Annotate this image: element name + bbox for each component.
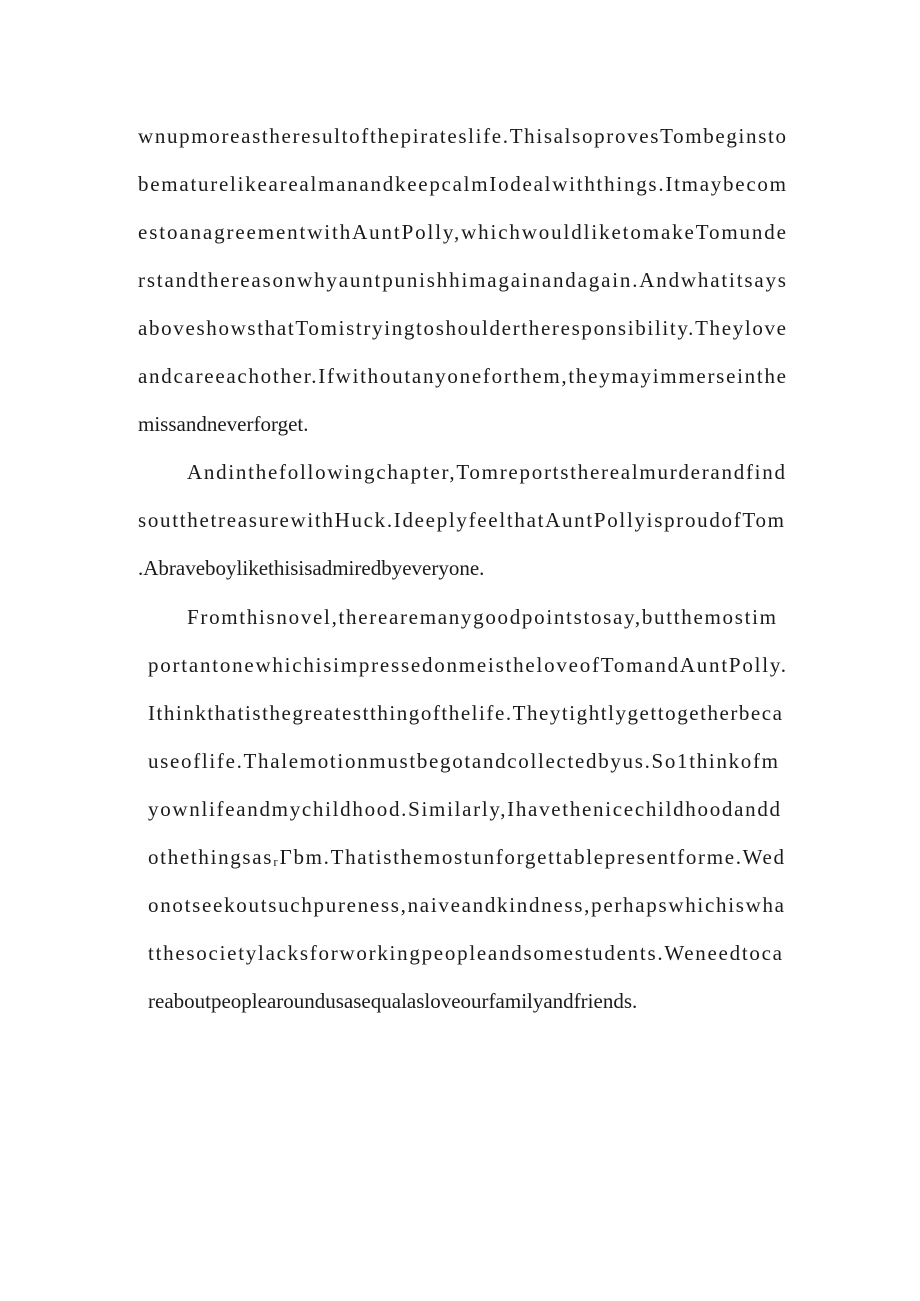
text-line: onotseekoutsuchpureness,naiveandkindness,perhapswhichiswha [148, 893, 786, 917]
text-line: useoflife.Thalemotionmustbegotandcollectedbyus.So1thinkofm [148, 749, 780, 773]
text-line: Fromthisnovel,therearemanygoodpointstosay,butthemostim [187, 605, 778, 629]
text-line: estoanagreementwithAuntPolly,whichwouldliketomakeTomunde [138, 220, 788, 244]
text-line: andcareeachother.Ifwithoutanyoneforthem,theymayimmerseinthe [138, 364, 788, 388]
text-line: aboveshowsthatTomistryingtoshouldertheresponsibility.Theylove [138, 316, 788, 340]
text-line: Andinthefollowingchapter,Tomreportstherealmurderandfind [187, 460, 787, 484]
text-line: othethingsasᵣΓbm.Thatisthemostunforgettablepresentforme.Wed [148, 845, 786, 869]
text-line: bematurelikearealmanandkeepcalmIodealwiththings.Itmaybecom [138, 172, 788, 196]
text-line: Ithinkthatisthegreatestthingofthelife.Theytightlygettogetherbeca [148, 701, 784, 725]
text-line: .Abraveboylikethisisadmiredbyeveryone. [138, 556, 485, 580]
text-line: tthesocietylacksforworkingpeopleandsomestudents.Weneedtoca [148, 941, 784, 965]
text-line: wnupmoreastheresultofthepirateslife.ThisalsoprovesTombeginsto [138, 124, 788, 148]
text-line: reaboutpeoplearoundusasequalasloveourfamilyandfriends. [148, 989, 638, 1013]
text-line: portantonewhichisimpressedonmeistheloveofTomandAuntPolly. [148, 653, 788, 677]
text-line: rstandthereasonwhyauntpunishhimagainandagain.Andwhatitsays [138, 268, 788, 292]
text-line: soutthetreasurewithHuck.IdeeplyfeelthatAuntPollyisproudofTom [138, 508, 786, 532]
text-line: missandneverforget. [138, 412, 309, 436]
text-line: yownlifeandmychildhood.Similarly,Ihavethenicechildhoodandd [148, 797, 782, 821]
